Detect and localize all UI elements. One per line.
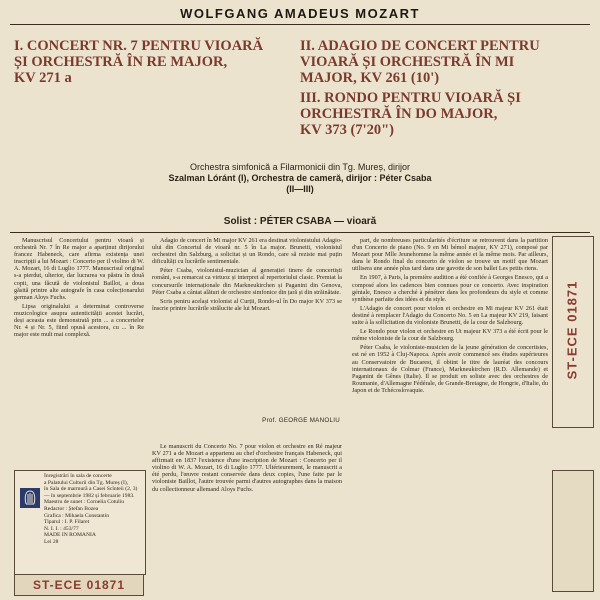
paragraph: Péter Csaba, le violoniste-musicien de la jeune génération de concertistes, est né en 1952 à Cluj-Napoca. Après avoir commencé ses études supérieures au Conservatoire de Bucarest, il obtint le titre de lauréat des concours internationaux de Colmar (France), Markneukirchen (R.D. Allemande) et Paganini de Gênes (Italie). Il se produit en soliste avec des orchestres de Roumanie, d'Allemagne Fédérale, de Grande-Bretagne, de Hongrie, d'Italie, du Japon et de Tchécoslovaquie. [352,344,548,394]
works-list-left [14,38,264,90]
middle-divider [10,232,590,233]
serial-number-bottom: ST-ECE 01871 [14,574,144,596]
credit-line: Grafica : Mihaela Constantin [44,512,110,519]
composer-name: WOLFGANG AMADEUS MOZART [180,6,420,21]
performers-block [80,162,520,195]
credit-line: Redactor : Ștefan Bozea [44,505,99,512]
work-title: III. RONDO PENTRU VIOARĂ ȘI ORCHESTRĂ ÎN DO MAJOR, KV 373 (7'20") [300,90,521,138]
paragraph: Lipsa originalului a determinat controverse muzicologice asupra autenticității acestei lucrări, deși aceasta este demonstrată prin ... a concertelor Nr. 4 și Nr. 5, fiind opusă acestora, cu ... în Re major este mult mai complexă. [14,302,144,339]
paragraph: Le manuscrit du Concerto No. 7 pour violon et orchestre en Ré majeur KV 271 a de Mozart a appartenu au chef d'orchestre français Habeneck, qui affirmait en 1837 l'existence d'une inscription de Mozart : Concerto per il violino di W. A. Mozart, 16 di Luglio 1777. Ultérieurement, le manuscrit a été perdu, l'œuvre restant conservée dans deux copies, l'une faite par le violoniste Baillot, l'autre trouvée parmi d'autres autographes dans la maison du collectionneur allemand Aloys Fuchs. [152,443,342,493]
paragraph: Adagio de concert în Mi major KV 261 era destinat violonistului Adagio-ului din Concertul de vioară nr. 5 în La major. Brunetti, violonistul orchestrei din Salzburg, a solicitat și un Rondo, care să reziste mai puțin dificultăți cu lucrările sentimentale. [152,237,342,266]
top-divider [10,24,590,25]
parts-line: (II—III) [286,184,314,194]
credit-line: Maestru de sunet : Cornelia Cotuliu [44,499,125,506]
conductor-line: Szalman Lóránt (I), Orchestra de cameră, dirijor : Péter Csaba [168,173,432,183]
credit-line: Tiparul : I. P. Filaret [44,519,90,526]
work-title: I. CONCERT NR. 7 PENTRU VIOARĂ ȘI ORCHESTRĂ ÎN RE MAJOR, KV 271 a [14,38,264,86]
liner-notes-col3-french [352,237,548,593]
paragraph: Péter Csaba, violonistul-muzician al generației tinere de concertiști români, s-a remarcat ca virtuoz și interpret al repertoriului clasic. Premiat la concursurile internaționale din Markneukirchen și Paganini din Genova, Péter Csaba a cântat alături de orchestre simfonice din țară și din străinătate. [152,267,342,296]
lyre-logo-icon [20,488,40,508]
side-panel [552,470,594,592]
credit-line: a Palatului Culturii din Tg. Mureș (I), [44,479,129,486]
recording-credits [44,473,142,546]
soloist-line: Solist : PÉTER CSABA — vioară [223,216,377,227]
orchestra-line: Orchestra simfonică a Filarmonicii din Tg. Mureș, dirijor [190,162,410,172]
paragraph: L'Adagio de concert pour violon et orchestre en Mi majeur KV 261 était destiné à remplacer l'Adagio du Concerto No. 5 en La majeur KV 219, faisant suite à la sollicitation du violoniste Brunetti, de la cour de Salzbourg. [352,304,548,327]
credit-line: — în septembrie 1982 și februarie 1983. [44,492,135,499]
work-title: II. ADAGIO DE CONCERT PENTRU VIOARĂ ȘI ORCHESTRĂ ÎN MI MAJOR, KV 261 (10') [300,38,540,86]
paragraph: Le Rondo pour violon et orchestre en Ut majeur KV 373 a été écrit pour le même violoniste de la cour de Salzbourg. [352,328,548,343]
serial-text: ST-ECE 01871 [564,280,580,380]
works-list-right [300,38,570,142]
paragraph: En 1907, à Paris, la première audition a été confiée à Georges Enesco, qui a composé alors les cadences bien connues pour ce concerto. Avec inspiration géniale, Enesco a cherché à pénétrer dans les profondeurs du style et comme synthèse parfaite des idées et du style. [352,274,548,303]
paragraph: Scris pentru același violonist al Curții, Rondo-ul în Do major KV 373 se înscrie printre lucrările strălucite ale lui Mozart. [152,297,342,312]
liner-notes-col2 [152,237,342,415]
liner-notes-col1 [14,237,144,467]
author-signature: Prof. GEORGE MANOLIU [262,417,340,424]
credit-line: în Sala de marmură a Casei Scînteii (2, 3) [44,486,138,493]
credit-line: MADE IN ROMANIA [44,532,96,539]
liner-notes-col2-french [152,443,342,593]
credit-line: N. I. I. : 453/77 [44,525,79,532]
paragraph: Manuscrisul Concertului pentru vioară și orchestră Nr. 7 în Re major a aparținut dirijorului francez Habeneck, care afirma existența unei inscripții a lui Mozart : Concerto per il violino di W. A. Mozart, 16 di Luglio 1777. Manuscrisul original s-a pierdut, ulterior, dar lucrarea va păstra în două copii, una făcută de violonistul Baillot, a doua găsită printre alte autografe în casa colecționarului german Aloys Fuchs. [14,237,144,301]
serial-number-vertical [560,260,584,400]
credit-line: Înregistrări în sala de concerte [44,473,112,479]
paragraph: part, de nombreuses particularités d'écriture se retrouvent dans la partition d'un Concerto de piano (No. 9 en Mi bémol majeur, KV 271), composé par Mozart pour Mlle Jeunehomme la même année et la même mois. Par ailleurs, dans le Rondo final du concerto de violon se trouve un motif que Mozart utilisera une année plus tard dans une gavotte de son ballet Les petits riens. [352,237,548,273]
credit-line: Lei 28 [44,538,59,545]
